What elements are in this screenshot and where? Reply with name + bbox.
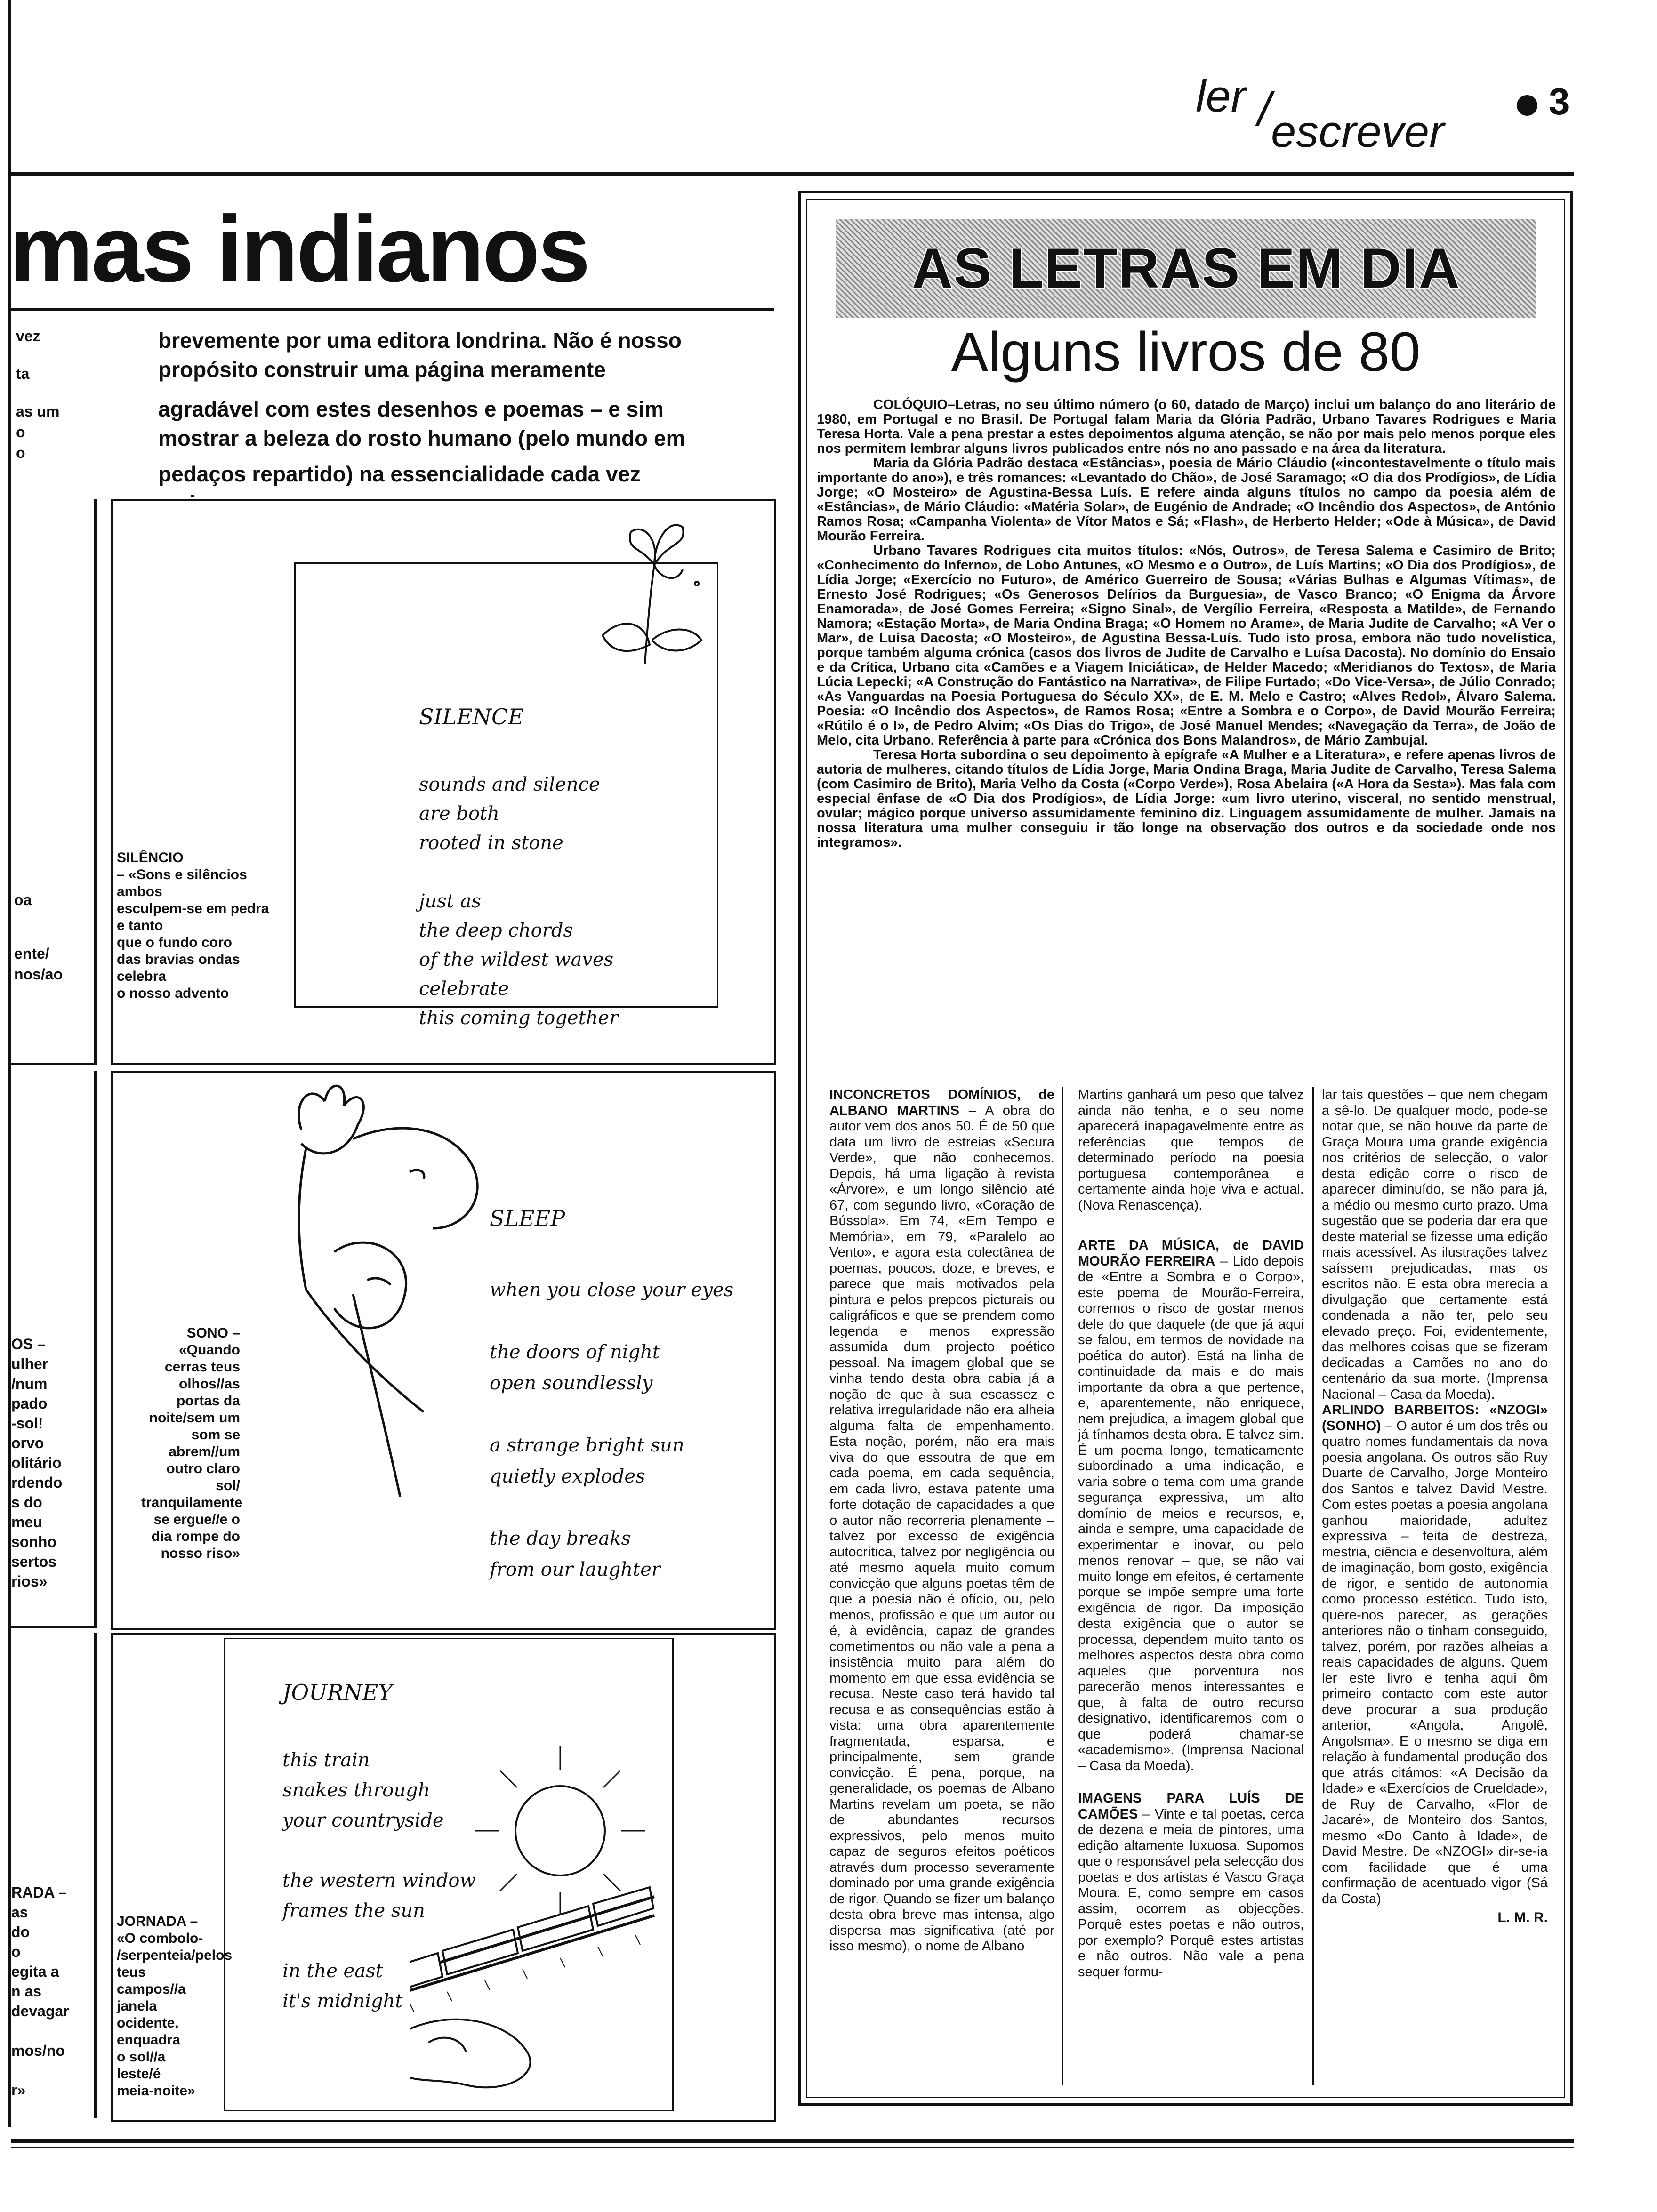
right-box-inner-left bbox=[806, 199, 807, 2098]
review-text: – A obra do autor vem dos anos 50. É de 50 que data um livro de estreias «Secura Verde», que não conhecemos. Depois, há uma ligação à revista «Árvore», e um longo silêncio até 67, com segundo livro, «Coração de Bússola». Em 74, «Em Tempo e Memória», em 79, «Paralelo ao Vento», e agora esta colectânea de poemas, poucos, doze, e breves, e parece que mais motivados pela pintura e pelos prepcos picturais ou caligráficos e que se prendem como legenda e menos expressão assumida dum projecto poético pessoal. Na imagem global que se vinha tendo desta obra cabia já a noção de que à sua escassez e relativa irregularidade não era alheia alguma falta de empenhamento. Esta noção, porém, não era mais viva do que essoutra de que em cada poema, em cada sequência, em cada livro, estava patente uma forte dotação de capacidades a que o autor não recorreria plenamente – talvez por excesso de exigência autocrítica, talvez por negligência ou até mesmo aquela muito comum convicção que alguns poetas têm de que a poesia não é ofício, ou, pelo menos, profissão e que um autor ou é, à evidência, capaz de grandes cometimentos ou não vale a pena a insistência muito para além do momento em que essa evidência se recusa. Neste caso terá havido tal recusa e as consequências estão à vista: uma obra aparentemente fragmentada, esparsa, e principalmente, sem grande convicção. É pena, porque, na generalidade, os poemas de Albano Martins revelam um poeta, se não de abundantes recursos expressivos, pelo menos muito capaz de seguros efeitos poéticos através dum processo severamente dominado por uma grande exigência de rigor. Quando se fizer um balanço desta obra breve mas intensa, algo dispersa mas significativa (até por isso mesmo), o nome de Albano bbox=[829, 1103, 1054, 1954]
header-rule bbox=[11, 172, 1574, 176]
banner-title: AS LETRAS EM DIA bbox=[912, 237, 1461, 300]
left-column-rule-2 bbox=[94, 1071, 97, 1626]
review-text: – Vinte e tal poetas, cerca de dezena e meia de pintores, uma edição altamente luxuosa. Supomos que o responsável pela selecção dos poetas e dos artistas é Vasco Graça Moura. E, como sempre em casos assim, ocorrem as objecções. Porquê estes poetas e não outros, por exemplo? Porquê estes artistas e não outros. Não vale a pena sequer formu- bbox=[1078, 1806, 1304, 1980]
review-column-1 bbox=[829, 1087, 1054, 1955]
review-column-3 bbox=[1322, 1087, 1548, 1926]
review-heading: ARLINDO BARBEITOS: «NZOGI» (SONHO) bbox=[1322, 1403, 1548, 1434]
right-box-border-top bbox=[798, 191, 1573, 193]
cut-text-sono: OS – ulher /num pado -sol! orvo olitário rdendo s do meu sonho sertos rios» bbox=[11, 1336, 63, 1590]
sleep-poem-text: when you close your eyes the doors of night open soundlessly a strange bright sun quietly explodes the day breaks from our laughter bbox=[490, 1279, 734, 1580]
review-column-2 bbox=[1078, 1087, 1304, 1980]
left-headline: mas indianos bbox=[9, 197, 589, 302]
journey-title: JOURNEY bbox=[282, 1680, 393, 1705]
silence-title: SILENCE bbox=[419, 704, 524, 729]
silence-poem-text: sounds and silence are both rooted in stone just as the deep chords of the wildest waves celebrate this coming together bbox=[419, 774, 619, 1029]
review-text: Martins ganhará um peso que talvez ainda não tenha, e o seu nome aparecerá inapagavelmente entre as referências que tempos de determinado período na poesia portuguesa contemporânea e certamente ainda hoje viva e actual. (Nova Renascença). bbox=[1078, 1087, 1304, 1213]
review-heading: ARTE DA MÚSICA, de DAVID MOURÃO FERREIRA bbox=[1078, 1238, 1304, 1269]
article-intro bbox=[817, 398, 1556, 850]
page-number-bullet bbox=[1517, 95, 1537, 116]
review-heading: IMAGENS PARA LUÍS DE CAMÕES bbox=[1078, 1791, 1304, 1822]
review-text: – Lido depois de «Entre a Sombra e o Corpo», este poema de Mourão-Ferreira, corremos o risco de gostar menos dele do que daquele (de que já aqui se falou, em termos de novidade na poética do autor). Está na linha de continuidade da mais e do mais importante da obra a que pertence, e, aparentemente, não enriquece, nem prejudica, a imagem global que já tínhamos desta obra. E talvez sim. É um poema longo, tematicamente subordinado a uma indicação, e varia sobre o tema com uma grande segurança expressiva, um alto domínio de meios e recursos, e, ainda e sempre, uma capacidade de experimentar e inovar, ou pelo menos renovar – que, se não vai muito longe em efeitos, é certamente porque se impõe sempre uma forte exigência de rigor. Da imposição desta exigência que o autor se processa, dependem muito tanto os melhores aspectos desta obra como aqueles que porventura nos parecerão menos interessantes e que, à falta de outro recurso designativo, identificaremos com o que poderá chamar-se «academismo». (Imprensa Nacional – Casa da Moeda). bbox=[1078, 1253, 1304, 1773]
review-heading: INCONCRETOS DOMÍNIOS, de ALBANO MARTINS bbox=[829, 1087, 1054, 1118]
intro-paragraph: Maria da Glória Padrão destaca «Estâncias», poesia de Mário Cláudio («incontestavelmente o título mais importante do ano»), e três romances: «Levantado do Chão», de José Saramago; «O dia dos Prodígios», de Lídia Jorge; «O Mosteiro» de Agustina-Bessa Luís. E refere ainda alguns títulos no campo da poesia além de «Estâncias», de Mário Cláudio: «Matéria Solar», de Eugénio de Andrade; «O Incêndio dos Aspectos», de António Ramos Rosa; «Campanha Violenta» de Vítor Matos e Sá; «Flash», de Herberto Helder; «Ode à Música», de David Mourão Ferreira. bbox=[817, 456, 1556, 544]
review-text: – O autor é um dos três ou quatro nomes fundamentais da nova poesia angolana. Os outros são Ruy Duarte de Carvalho, Jorge Monteiro dos Santos e talvez David Mestre. Com estes poetas a poesia angolana ganhou maioridade, adultez expressiva – feita de destreza, mestria, ciência e desenvoltura, além de imaginação, bom gosto, exigência de rigor, e sentido de autonomia como processo estético. Tudo isto, quere-nos parecer, as gerações anteriores não o tinham conseguido, talvez, porém, por razões alheias a reais capacidades de alguns. Quem ler este livro e tenha aqui ôm primeiro contacto com este autor deve procurar a sua produção anterior, «Angola, Angolê, Angolsma». E o mesmo se diga em relação à fundamental produção dos que atrás citámos: «A Decisão da Idade» e «Exercícios de Crueldade», de Ruy de Carvalho, «Flor de Jacaré», de Monteiro dos Santos, mesmo «Do Canto à Idade», de David Mestre. De «NZOGI» dir-se-ia com facilidade que é uma confirmação de acentuado vigor (Sá da Costa) bbox=[1322, 1418, 1548, 1907]
sun-and-train-drawing bbox=[410, 1675, 668, 2099]
flower-hands-drawing bbox=[588, 513, 711, 668]
section-title-escrever: escrever bbox=[1271, 106, 1445, 157]
intro-paragraph: Urbano Tavares Rodrigues cita muitos títulos: «Nós, Outros», de Teresa Salema e Casimiro de Brito; «Conhecimento do Inferno», de Lobo Antunes, «O Mesmo e o Outro», de Luís Martins; «O Dia dos Prodígios», de Lídia Jorge; «Exercício no Futuro», de Américo Guerreiro de Sousa; «Várias Bulhas e Algumas Vítimas», de Ernesto José Rodrigues; «Os Generosos Delírios da Burguesia», de Vasco Branco; «O Enigma da Árvore Enamorada», de José Gomes Ferreira; «Signo Sinal», de Vergílio Ferreira, «Resposta a Matilde», de Fernando Namora; «Estação Morta», de Maria Ondina Braga; «O Homem no Arame», de Maria Judite de Carvalho; «A Ver o Mar», de Luísa Dacosta; «O Mosteiro», de Agustina Bessa-Luís. Tudo isto prosa, embora não tudo novelística, porque também alguma crónica (casos dos livros de Judite de Carvalho e Luísa Dacosta). No domínio do Ensaio e da Crítica, Urbano cita «Camões e a Viagem Iniciática», de Helder Macedo; «Meridianos do Textos», de Maria Lúcia Lepecki; «A Construção do Fantástico na Narrativa», de Filipe Furtado; «Do Vice-Versa», de Júlio Conrado; «As Vanguardas na Poesia Portuguesa do Século XX», de E. M. Melo e Castro; «Alves Redol», Álvaro Salema. Poesia: «O Incêndio dos Aspectos», de Ramos Rosa; «Entre a Sombra e o Corpo», de David Mourão Ferreira; «Rútilo é o I», de Pedro Alvim; «Os Dias do Trigo», de José Manuel Mendes; «Navegação da Terra», de João de Melo, cita Urbano. Referência à parte para «Crónica dos Bons Malandros», de Mário Zambujal. bbox=[817, 543, 1556, 748]
silence-caption: SILÊNCIO – «Sons e silêncios ambos esculpem-se em pedra e tanto que o fundo coro das bravias ondas celebra o nosso advento bbox=[117, 850, 269, 1001]
cut-text-jornada: RADA – as do o egita a n as devagar mos/no r» bbox=[11, 1884, 69, 2099]
sleep-poem bbox=[490, 1172, 753, 1616]
right-box-border-bottom bbox=[798, 2103, 1573, 2106]
footer-rule-thin bbox=[11, 2147, 1574, 2148]
page-number: 3 bbox=[1549, 80, 1570, 122]
left-block-sep-1 bbox=[11, 1063, 97, 1065]
sleep-caption: SONO – «Quando cerras teus olhos//as portas da noite/sem um som se abrem//um outro claro sol/ tranquilamente se ergue//e o dia rompe do nosso riso» bbox=[141, 1325, 243, 1561]
right-box-inner-top bbox=[806, 199, 1565, 200]
silence-poem bbox=[419, 673, 683, 1062]
journey-poem-text: this train snakes through your countryside the western window frames the sun in the east it's midnight bbox=[282, 1749, 476, 2012]
cut-text-mid: oa ente/ nos/ao bbox=[14, 891, 63, 983]
column-separator-1 bbox=[1062, 1087, 1063, 2085]
sleep-title: SLEEP bbox=[490, 1206, 565, 1231]
author-signature: L. M. R. bbox=[1497, 1910, 1548, 1925]
journey-caption: JORNADA – «O combolo- /serpenteia/pelos teus campos//a janela ocidente. enquadra o sol//a leste/é meia-noite» bbox=[117, 1914, 233, 2099]
column-banner bbox=[836, 219, 1536, 318]
section-title-slash: / bbox=[1258, 83, 1271, 136]
right-box-inner-bottom bbox=[806, 2097, 1565, 2098]
cut-text-top: vez ta as um o o bbox=[16, 328, 60, 461]
right-box-border-right bbox=[1570, 191, 1573, 2106]
left-separator-top bbox=[11, 308, 774, 311]
article-subhead: Alguns livros de 80 bbox=[951, 321, 1421, 383]
footer-rule bbox=[11, 2139, 1574, 2143]
left-block-sep-2 bbox=[11, 1626, 97, 1628]
intro-paragraph: COLÓQUIO–Letras, no seu último número (o 60, datado de Março) inclui um balanço do ano literário de 1980, em Portugal e no Brasil. De Portugal falam Maria da Glória Padrão, Urbano Tavares Rodrigues e Maria Teresa Horta. Vale a pena prestar a estes depoimentos alguma atenção, se não por mais pelo menos porque eles nos permitem lembrar alguns livros publicados entre nós no ano passado e na área da literatura. bbox=[817, 397, 1556, 456]
column-separator-2 bbox=[1312, 1087, 1314, 2085]
section-title-ler: ler bbox=[1196, 71, 1246, 121]
right-box-border-left bbox=[798, 191, 801, 2106]
left-column-rule-3 bbox=[94, 1633, 97, 2118]
left-intro-text: brevemente por uma editora londrina. Não é nosso propósito construir uma página meramente agradável com estes desenhos e poemas – e sim mostrar a beleza do rosto humano (pelo mundo em pedaços repartido) na essencialidade cada vez bbox=[158, 328, 685, 486]
intro-paragraph: Teresa Horta subordina o seu depoimento à epígrafe «A Mulher e a Literatura», e refere apenas livros de autoria de mulheres, citando títulos de Lídia Jorge, Maria Ondina Braga, Maria Judite de Carvalho, Teresa Salema (com Casimiro de Brito), Maria Velho da Costa («Corpo Verde»), Rosa Abelaira («A Hora da Sesta»). Mas fala com especial ênfase de «O Dia dos Prodígios», de Lídia Jorge: «um livro uterino, visceral, no sentido menstrual, ovular; mágico porque universo assumidamente feminino diz. Linguagem assumidamente de mulher. Jamais na nossa literatura uma mulher conseguiu ir tão longe na observação dos outros e da sociedade onde nos integramos». bbox=[817, 747, 1556, 850]
review-text: lar tais questões – que nem chegam a sê-lo. De qualquer modo, pode-se notar que, se não houve da parte de Graça Moura uma grande exigência nos critérios de selecção, o valor desta edição corre o risco de aparecer diminuído, se não para já, a médio ou mesmo curto prazo. Uma sugestão que se poderia dar era que deste material se fizesse uma edição mais acessível. As ilustrações talvez saíssem prejudicadas, mas os escritos não. E esta obra merecia a divulgação que certamente está condenada a não ter, pelo seu elevado preço. Foi, evidentemente, das melhores coisas que se fizeram dedicadas a Camões no ano do centenário da sua morte. (Imprensa Nacional – Casa da Moeda). bbox=[1322, 1087, 1548, 1402]
left-column-rule-1 bbox=[94, 499, 97, 1064]
right-box-inner-right bbox=[1564, 199, 1565, 2098]
